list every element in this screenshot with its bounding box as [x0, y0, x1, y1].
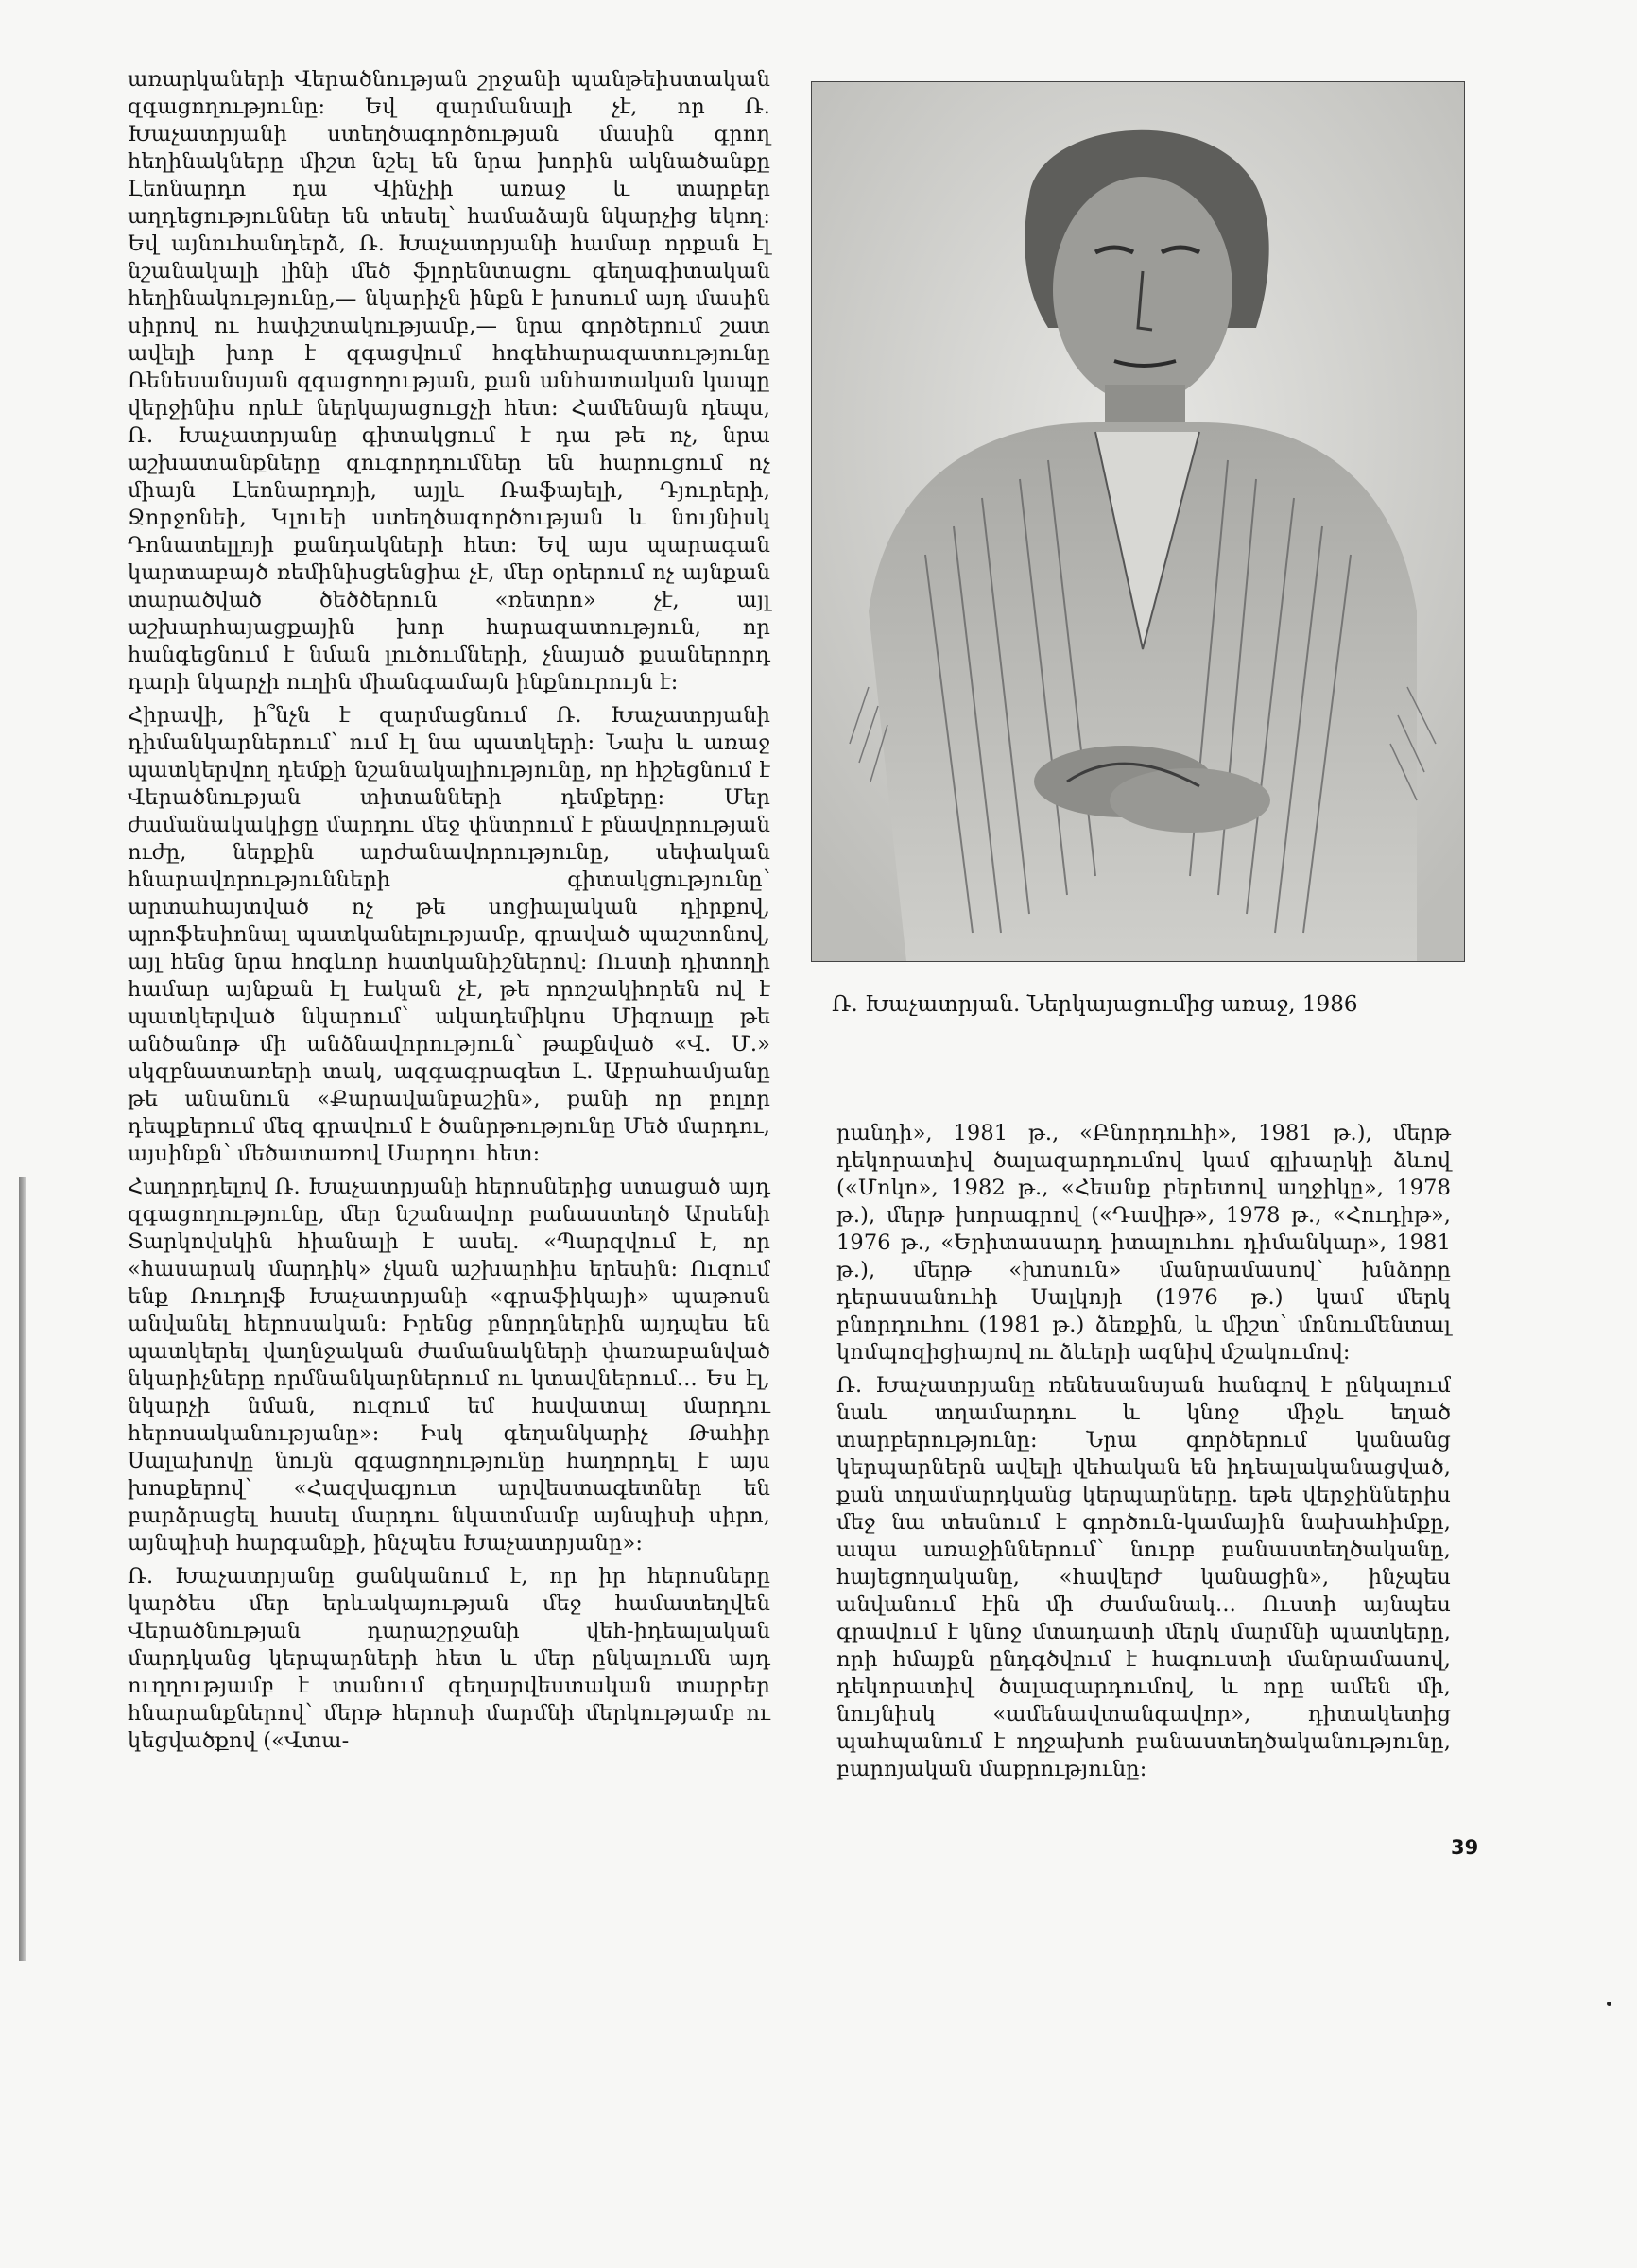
scan-edge-shadow: [19, 1177, 26, 1961]
portrait-photo: [811, 81, 1465, 962]
paragraph: Հիրավի, ի՞նչն է զարմացնում Ռ. Խաչատրյանի դիմանկարներում՝ ում էլ նա պատկերի: Նախ և առաջ պատկերվող դեմքի նշանակալիությունը, որ հիշեցնում է Վերածնության տիտանների դեմքերը: Մեր ժամանակակիցը մարդու մեջ փնտրում է բնավորության ուժը, ներքին արժանավորությունը, սեփական հնարավորությունների գիտակցությունը՝ արտահայտված ոչ թե սոցիալական դիրքով, պրոֆեսիոնալ պատկանելությամբ, գրաված պաշտոնով, այլ հենց նրա հոգևոր հատկանիշներով: Ուստի դիտողի համար այնքան էլ էական չէ, թե որոշակիորեն ով է պատկերված նկարում՝ ակադեմիկոս Միզոալը թե անծանոթ մի անձնավորություն՝ թաքնված «Վ. Մ.» սկզբնատառերի տակ, ազգագրագետ Լ. Աբրահամյանը թե անանուն «Քարավանբաշին», քանի որ բոլոր դեպքերում մեզ գրավում է ծանրթությունը Մեծ մարդու, այսինքն՝ մեծատառով Մարդու հետ:: [128, 703, 770, 1166]
paragraph: Ռ. Խաչատրյանը ռենեսանսյան հանգով է ընկալում նաև տղամարդու և կնոջ միջև եղած տարբերությունը: Նրա գործերում կանանց կերպարներն ավելի վեհական են իդեալականացված, քան տղամարդկանց կերպարները. եթե վերջիններիս մեջ նա տեսնում է գործուն-կամային նախահիմքը, ապա առաջիններում՝ նուրբ բանաստեղծականը, հայեցողականը, «հավերժ կանացին», ինչպես անվանում էին մի ժամանակ... Ուստի այնպես գրավում է կնոջ մտադատի մերկ մարմնի պատկերը, որի հմայքն ընդգծվում է հագուստի մանրամասով, դեկորատիվ ծալազարդումով, և որը ամեն մի, նույնիսկ «ամենավտանգավոր», դիտակետից պահպանում է ողջախոհ բանաստեղծականությունը, բարոյական մաքրությունը:: [836, 1373, 1451, 1781]
paragraph: առարկաների Վերածնության շրջանի պանթեիստական զգացողությունը: Եվ զարմանալի չէ, որ Ռ. Խաչատրյանի ստեղծագործության մասին գրող հեղինակները միշտ նշել են նրա խորին ակնածանքը Լեոնարդո դա Վինչիի առաջ և տարբեր աղդեցություններ են տեսել՝ համաձայն նկարչից եկող: Եվ այնուհանդերձ, Ռ. Խաչատրյանի համար որքան էլ նշանակալի լինի մեծ ֆլորենտացու գեղագիտական հեղինակությունը,— նկարիչն ինքն է խոսում այդ մասին սիրով ու հափշտակությամբ,— նրա գործերում շատ ավելի խոր է զգացվում հոգեհարազատությունը Ռենեսանսյան զգացողության, քան անհատական կապը վերջինիս որևէ ներկայացուցչի հետ: Համենայն դեպս, Ռ. Խաչատրյանը գիտակցում է դա թե ոչ, նրա աշխատանքները զուգորդումներ են հարուցում ոչ միայն Լեոնարդոյի, այլև Ռաֆայելի, Դյուրերի, Ջորջոնեի, Կլուեի ստեղծագործության և նույնիսկ Դոնատելլոյի քանդակների հետ: Եվ այս պարագան կարտաբայծ ռեմինիսցենցիա չէ, մեր օրերում ոչ այնքան տարածված ծեծծերուն «ռետրո» չէ, այլ աշխարհայացքային խոր հարազատություն, որ հանգեցնում է նման լուծումների, չնայած քսաներորդ դարի նկարչի ուղին միանգամայն ինքնուրույն է:: [128, 67, 770, 695]
paragraph: Հաղորդելով Ռ. Խաչատրյանի հերոսներից ստացած այդ զգացողությունը, մեր նշանավոր բանաստեղծ Արսենի Տարկովսկին հիանալի է ասել. «Պարզվում է, որ «հասարակ մարդիկ» չկան աշխարհիս երեսին: Ուզում ենք Ռուդոլֆ Խաչատրյանի «գրաֆիկայի» պաթոսն անվանել հերոսական: Իրենց բնորդներին այդպես են պատկերել վաղնջական ժամանակների փառաբանված նկարիչները որմնանկարներում ու կտավներում... Ես էլ, նկարչի նման, ուզում եմ հավատալ մարդու հերոսականությանը»: Իսկ գեղանկարիչ Թահիր Սալախովը նույն զգացողությունը հաղորդել է այս խոսքերով՝ «Հազվագյուտ արվեստագետներ են բարձրացել հասել մարդու նկատմամբ այնպիսի սիրո, այնպիսի հարգանքի, ինչպես Խաչատրյանը»:: [128, 1175, 770, 1555]
scan-speck: [1607, 2002, 1611, 2006]
right-text-column: [836, 1120, 1451, 1787]
paragraph: Ռ. Խաչատրյանը ցանկանում է, որ իր հերոսները կարծես մեր երևակայության մեջ համատեղվեն Վերածնության դարաշրջանի վեհ-իդեալական մարդկանց կերպարների հետ և մեր ընկալումն այդ ուղղությամբ է տանում գեղարվեստական տարբեր հնարանքներով՝ մերթ հերոսի մարմնի մերկությամբ ու կեցվածքով («Վտա-: [128, 1564, 770, 1753]
portrait-illustration: [812, 82, 1464, 961]
page-number: 39: [1451, 1836, 1479, 1859]
photo-caption: Ռ. Խաչատրյան. Ներկայացումից առաջ, 1986: [832, 992, 1358, 1017]
paragraph: րանդի», 1981 թ., «Բնորդուհի», 1981 թ.), մերթ դեկորատիվ ծալազարդումով կամ գլխարկի ձևով («Մոկո», 1982 թ., «Հեանք բերետով աղջիկը», 1978 թ.), մերթ խորագրով («Դավիթ», 1978 թ., «Հուդիթ», 1976 թ., «Երիտասարդ իտալուհու դիմանկար», 1981 թ.), մերթ «խոսուն» մանրամասով՝ խնձորը դերասանուհի Սալկոյի (1976 թ.) կամ մերկ բնորդուհու (1981 թ.) ձեռքին, և միշտ՝ մոնումենտալ կոմպոզիցիայով ու ձևերի ազնիվ մշակումով:: [836, 1121, 1451, 1365]
left-text-column: [128, 66, 770, 1759]
